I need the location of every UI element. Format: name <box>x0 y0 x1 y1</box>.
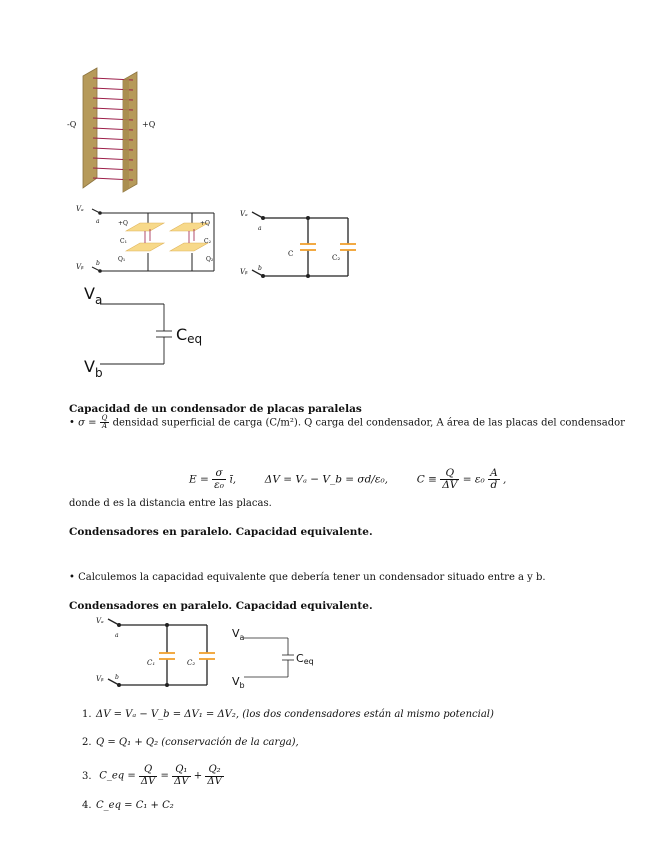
c1-label: C₁ <box>147 659 156 667</box>
sigma-definition <box>69 415 625 431</box>
node-b-label: b <box>258 265 262 272</box>
distance-note: donde d es la distancia entre las placas. <box>69 498 272 509</box>
q1-label: Q₁ <box>118 256 126 263</box>
c1-label: C₁ <box>120 238 127 245</box>
step-3: 3. C_eq = $\frac{Q}{\Delta V}$ = $\frac{\text{Q₁}}{\Delta V}$ + $\frac{\text{Q₂}}{\Delta V}$ <box>82 764 222 787</box>
section-heading-parallel-1: Condensadores en paralelo. Capacidad equivalente. <box>69 526 373 538</box>
sigma-lhs: σ = <box>78 417 97 429</box>
c2-label: C₂ <box>332 254 341 262</box>
step-1: 1. ΔV = Vₐ − V_b = ΔV₁ = ΔV₂, (los dos condensadores están al mismo potencial) <box>82 709 494 720</box>
eq-e-rhs: ī, <box>229 473 237 486</box>
node-b-label: b <box>96 260 100 267</box>
plus-q2-label: +Q <box>200 220 210 227</box>
sigma-fraction: $\frac{Q}{A}$ <box>101 414 108 431</box>
plus-q1-label: +Q <box>118 220 128 227</box>
eq-c-fraction-1: $\frac{Q}{\Delta V}$ <box>442 467 458 492</box>
eq-e-lhs: E = <box>189 473 209 486</box>
small-parallel-figure <box>93 613 223 691</box>
bullet: • <box>69 417 75 429</box>
equivalent-capacitor-figure <box>80 282 215 382</box>
q2-label: Q₂ <box>206 256 214 263</box>
ceq-label: Ceq <box>176 325 203 346</box>
schematic-parallel-figure <box>236 206 361 284</box>
eq-c-fraction-2: $\frac{A}{d}$ <box>490 467 498 492</box>
left-charge-label: -Q <box>67 120 77 129</box>
pictorial-parallel-figure <box>74 203 226 285</box>
small-equivalent-figure <box>230 624 326 690</box>
section-heading-plates: Capacidad de un condensador de placas paralelas <box>69 403 362 415</box>
va-label: Vₐ <box>76 205 84 213</box>
va-label: Vₐ <box>240 210 248 218</box>
plate-equations <box>189 468 506 491</box>
vb-label: Vᵦ <box>96 675 104 683</box>
section-heading-parallel-2: Condensadores en paralelo. Capacidad equivalente. <box>69 600 373 612</box>
parallel-plate-figure <box>65 66 160 194</box>
eq-c-end: , <box>503 473 507 486</box>
node-b-label: b <box>115 674 119 681</box>
node-a-label: a <box>115 632 119 639</box>
node-a-label: a <box>258 225 262 232</box>
eq-delta-v: ΔV = Vₐ − V_b = σd/ε₀, <box>264 473 389 486</box>
step-4: 4. C_eq = C₁ + C₂ <box>82 800 174 811</box>
capacitor-2-pads <box>170 223 208 251</box>
right-charge-label: +Q <box>142 120 156 129</box>
step-2: 2. Q = Q₁ + Q₂ (conservación de la carga), <box>82 737 299 748</box>
vb-label: $V_b$ <box>84 357 103 380</box>
c1-label: C <box>288 250 294 258</box>
ceq-label: Ceq <box>296 652 314 666</box>
vb-label: Vᵦ <box>76 263 84 271</box>
node-a-label: a <box>96 218 100 225</box>
equivalent-question-text: Calculemos la capacidad equivalente que debería tener un condensador situado entre a y b. <box>78 572 546 583</box>
eq-c-mid: = ε₀ <box>462 473 485 486</box>
vb-label: Vᵦ <box>240 268 248 276</box>
eq-e-fraction: $\frac{\sigma}{\text{ε₀}}$ <box>214 467 224 492</box>
bullet: • <box>69 572 75 583</box>
vb-label: $V_b$ <box>232 675 245 690</box>
va-label: $V_a$ <box>232 627 245 642</box>
va-label: Vₐ <box>96 617 104 625</box>
capacitor-1-pads <box>126 223 164 251</box>
va-label: $V_a$ <box>84 284 103 307</box>
eq-c-lhs: C ≡ <box>416 473 437 486</box>
sigma-text: densidad superficial de carga (C/m²). Q carga del condensador, A área de las placas del condensador <box>112 417 625 429</box>
equivalent-question <box>69 572 546 583</box>
c2-label: C₂ <box>187 659 196 667</box>
c2-label: C₂ <box>204 238 211 245</box>
